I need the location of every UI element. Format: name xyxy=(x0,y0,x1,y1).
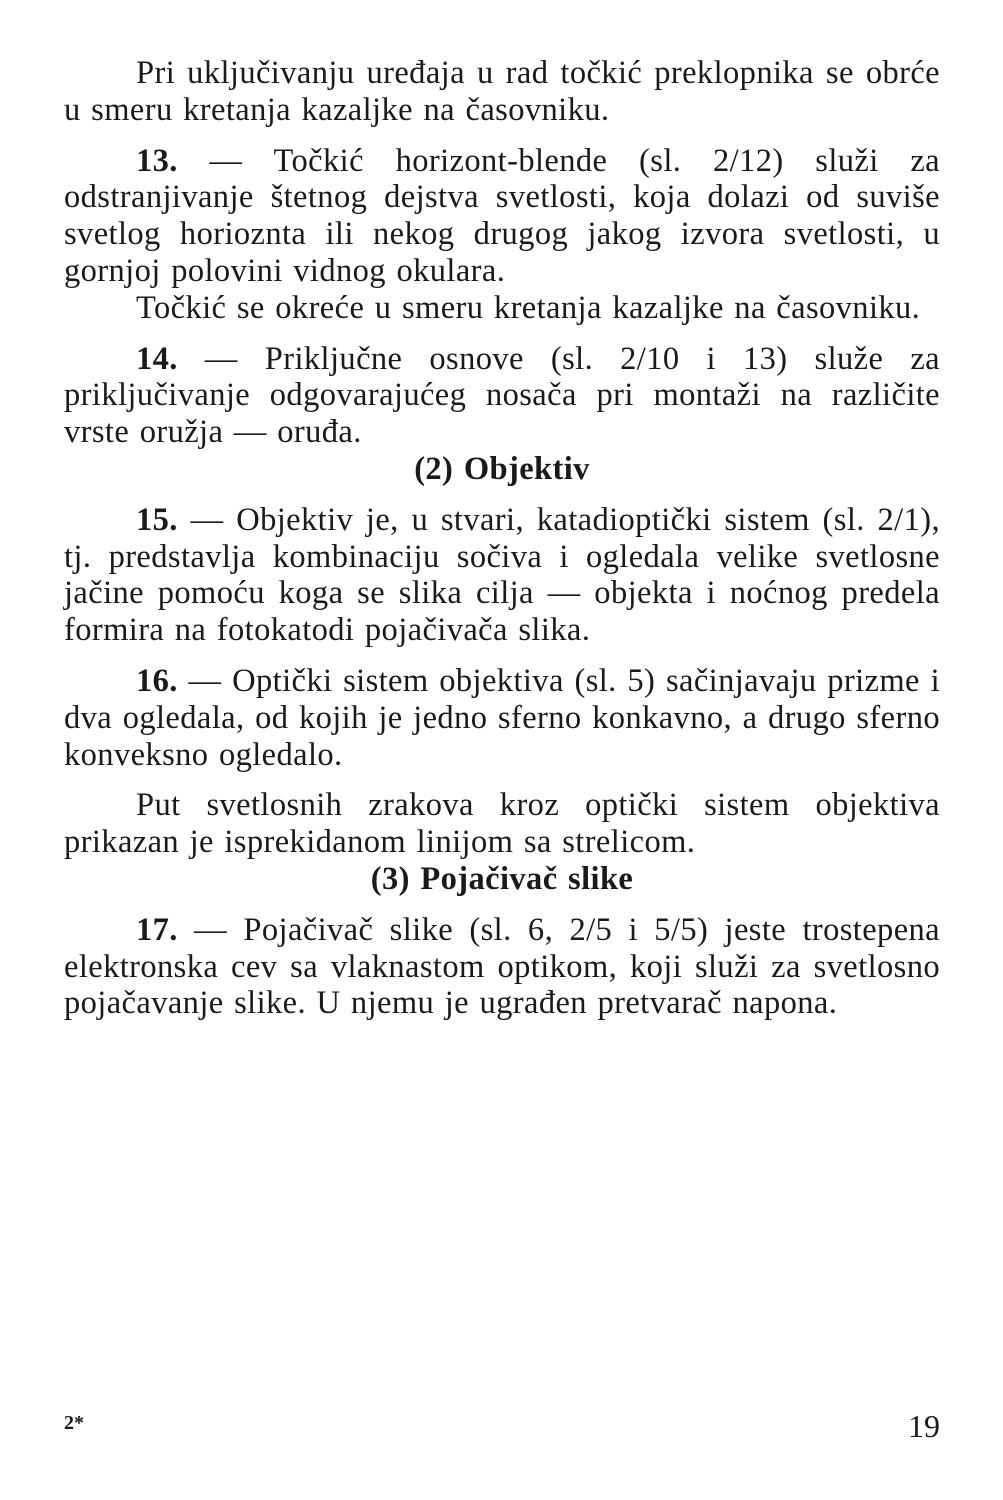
paragraph-text: — Optički sistem objektiva (sl. 5) sačinjavaju prizme i dva ogledala, od kojih je jedno sferno konkavno, a drugo sferno konveksno ogledalo. xyxy=(64,662,940,773)
paragraph-12-continuation: Pri uključivanju uređaja u rad točkić preklopnika se obrće u smeru kretanja kazaljke na časovniku. xyxy=(64,55,940,128)
section-number: (2) xyxy=(414,450,454,487)
paragraph-14 xyxy=(64,341,940,451)
section-number: (3) xyxy=(370,860,410,897)
paragraph-13 xyxy=(64,143,940,290)
section-title: Pojačivač slike xyxy=(420,860,634,897)
paragraph-number: 17. xyxy=(136,911,178,948)
page-body xyxy=(64,55,940,1022)
signature-mark: 2* xyxy=(64,1412,84,1434)
section-heading-pojacivac xyxy=(64,861,940,898)
paragraph-number: 14. xyxy=(136,340,178,377)
paragraph-text: — Pojačivač slike (sl. 6, 2/5 i 5/5) jeste trostepena elektronska cev sa vlaknastom optikom, koji služi za svetlosno pojačavanje slike. U njemu je ugrađen pretvarač napona. xyxy=(64,911,940,1022)
paragraph-text: — Priključne osnove (sl. 2/10 i 13) služe za priključivanje odgovarajućeg nosača pri montaži na različite vrste oružja — oruđa. xyxy=(64,340,940,451)
paragraph-16-continuation: Put svetlosnih zrakova kroz optički sistem objektiva prikazan je isprekidanom linijom sa strelicom. xyxy=(64,787,940,861)
paragraph-17 xyxy=(64,912,940,1022)
paragraph-15 xyxy=(64,502,940,649)
section-title: Objektiv xyxy=(463,450,590,487)
paragraph-number: 15. xyxy=(136,501,178,538)
paragraph-13-continuation: Točkić se okreće u smeru kretanja kazaljke na časovniku. xyxy=(136,289,921,326)
paragraph-text: — Točkić horizont-blende (sl. 2/12) služi za odstranjivanje štetnog dejstva svetlosti, koja dolazi od suviše svetlog horioznta ili nekog drugog jakog izvora svetlosti, u gornjoj polovini vidnog okulara. xyxy=(64,142,940,289)
section-heading-objektiv xyxy=(64,451,940,488)
paragraph-text: — Objektiv je, u stvari, katadioptički sistem (sl. 2/1), tj. predstavlja kombinaciju sočiva i ogledala velike svetlosne jačine pomoću koga se slika cilja — objekta i noćnog predela formira na fotokatodi pojačivača slika. xyxy=(64,501,940,649)
paragraph-16 xyxy=(64,663,940,773)
paragraph-number: 13. xyxy=(136,142,178,179)
page-number: 19 xyxy=(908,1408,940,1444)
paragraph-number: 16. xyxy=(136,662,178,699)
page-footer xyxy=(64,1408,940,1448)
